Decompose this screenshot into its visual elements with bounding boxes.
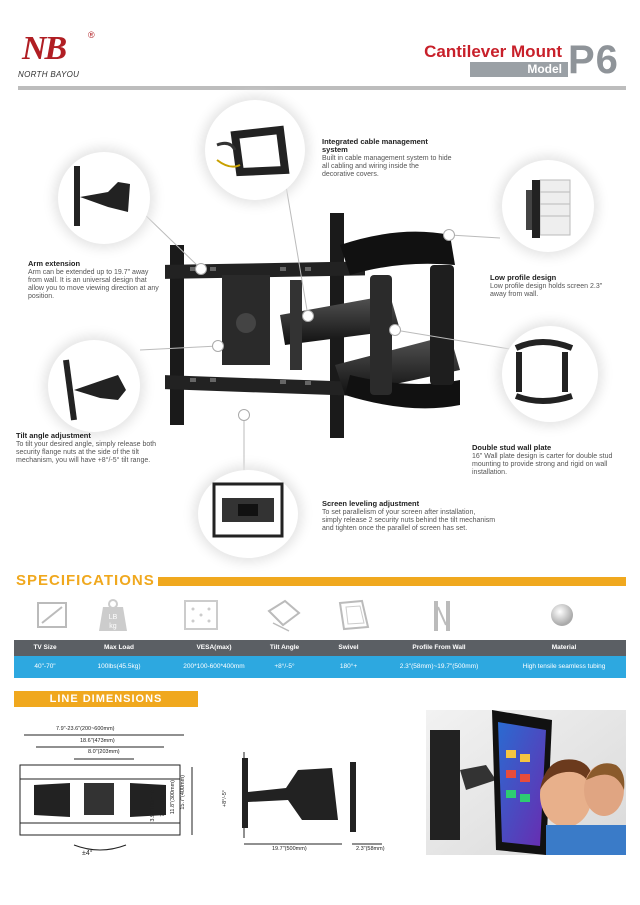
feature-level-text: To set parallelism of your screen after installation, simply release 2 security nuts behind the tilt mechanism and tighten once the parallel of screen has set. [322, 509, 496, 532]
dim-width-203: 8.0"(203mm) [88, 749, 120, 755]
callout-dot-cable [302, 310, 314, 322]
spec-header-max-load: Max Load [104, 644, 134, 651]
feature-stud-title: Double stud wall plate [472, 443, 552, 452]
callout-dot-level [238, 409, 250, 421]
feature-tilt-title: Tilt angle adjustment [16, 431, 91, 440]
spec-header-tv-size: TV Size [33, 644, 57, 651]
spec-header-profile: Profile From Wall [412, 644, 466, 651]
feature-profile-text: Low profile design holds screen 2.3" away from wall. [490, 283, 603, 298]
callout-dot-stud [389, 324, 401, 336]
lifestyle-photo [426, 710, 626, 855]
feature-stud-text: 16" Wall plate design is carter for double stud mounting to provide strong and rigid on wall installation. [472, 453, 613, 476]
leveling-detail-image [198, 470, 298, 558]
svg-text:LB: LB [108, 614, 118, 621]
spec-value-profile: 2.3"(58mm)~19.7"(500mm) [399, 663, 479, 670]
feature-tilt [16, 432, 176, 465]
spec-value-swivel: 180°+ [339, 663, 358, 670]
vesa-icon [183, 597, 219, 633]
product-title: Cantilever Mount [424, 42, 562, 61]
specifications-title: SPECIFICATIONS [16, 572, 155, 589]
spec-value-max-load: 100lbs(45.5kg) [97, 663, 141, 670]
dim-min-depth: 2.3"(58mm) [356, 846, 385, 852]
dim-depth: 19.7"(500mm) [272, 846, 307, 852]
callout-dot-tilt [212, 340, 224, 352]
feature-arm-text: Arm can be extended up to 19.7" away from wall. It is an universal design that allow you to move viewing direction at any position. [28, 269, 159, 300]
feature-arm [28, 260, 163, 301]
side-dimension-drawing [232, 748, 392, 853]
material-icon [544, 597, 580, 633]
svg-text:kg: kg [109, 623, 117, 630]
spec-header-swivel: Swivel [338, 644, 359, 651]
model-label: Model [470, 62, 568, 77]
spec-value-vesa: 200*100-600*400mm [183, 663, 245, 670]
arm-detail-image [58, 152, 150, 244]
dim-height-100: 3.9"(100mm) [150, 790, 156, 822]
spec-value-tilt-angle: +8°/-5° [274, 663, 295, 670]
specifications-bar [158, 577, 626, 586]
feature-stud [472, 444, 632, 477]
feature-cable [322, 138, 452, 179]
feature-profile-title: Low profile design [490, 273, 557, 282]
profile-icon [424, 597, 460, 633]
spec-value-material: High tensile seamless tubing [522, 663, 606, 670]
tilt-detail-image [48, 340, 140, 432]
spec-value-tv-size: 40"-70" [34, 663, 56, 670]
swivel-icon [336, 597, 372, 633]
line-dimensions-title: LINE DIMENSIONS [14, 691, 198, 707]
model-code: P6 [568, 38, 619, 82]
feature-arm-title: Arm extension [28, 259, 81, 268]
specs-value-row [14, 656, 626, 678]
dim-height-300: 11.8"(300mm) [170, 780, 176, 815]
callout-dot-arm [195, 263, 207, 275]
dim-rotation: ±4° [82, 850, 93, 857]
feature-level [322, 500, 497, 533]
callout-dot-profile [443, 229, 455, 241]
stud-detail-image [502, 326, 598, 422]
dim-width-473: 18.6"(473mm) [80, 738, 115, 744]
tv-size-icon [34, 597, 70, 633]
dim-overall-width: 7.9"-23.6"(200~600mm) [56, 726, 115, 732]
logo-name: NORTH BAYOU [18, 70, 80, 79]
logo-mark: NB [22, 30, 66, 67]
tilt-icon [265, 597, 301, 633]
feature-profile [490, 274, 620, 299]
cable-detail-image [205, 100, 305, 200]
spec-header-vesa: VESA(max) [196, 644, 232, 651]
feature-tilt-text: To tilt your desired angle, simply release both security flange nuts at the side of the tilt mechanism, you will have +8°/-5° tilt range. [16, 441, 157, 464]
specs-header-row [14, 640, 626, 656]
profile-detail-image [502, 160, 594, 252]
dim-height-400: 15.7"(400mm) [180, 775, 186, 810]
registered-mark: ® [88, 30, 95, 40]
dim-tilt-range: +8°/-5° [222, 790, 228, 808]
feature-cable-text: Built in cable management system to hide all cabling and wiring inside the decorative covers. [322, 155, 452, 178]
feature-cable-title: Integrated cable management system [322, 137, 428, 154]
spec-header-tilt-angle: Tilt Angle [269, 644, 300, 651]
feature-level-title: Screen leveling adjustment [322, 499, 420, 508]
weight-icon [95, 597, 131, 633]
dim-height-200: 7.9"(200mm) [160, 785, 166, 817]
spec-header-material: Material [551, 644, 577, 651]
